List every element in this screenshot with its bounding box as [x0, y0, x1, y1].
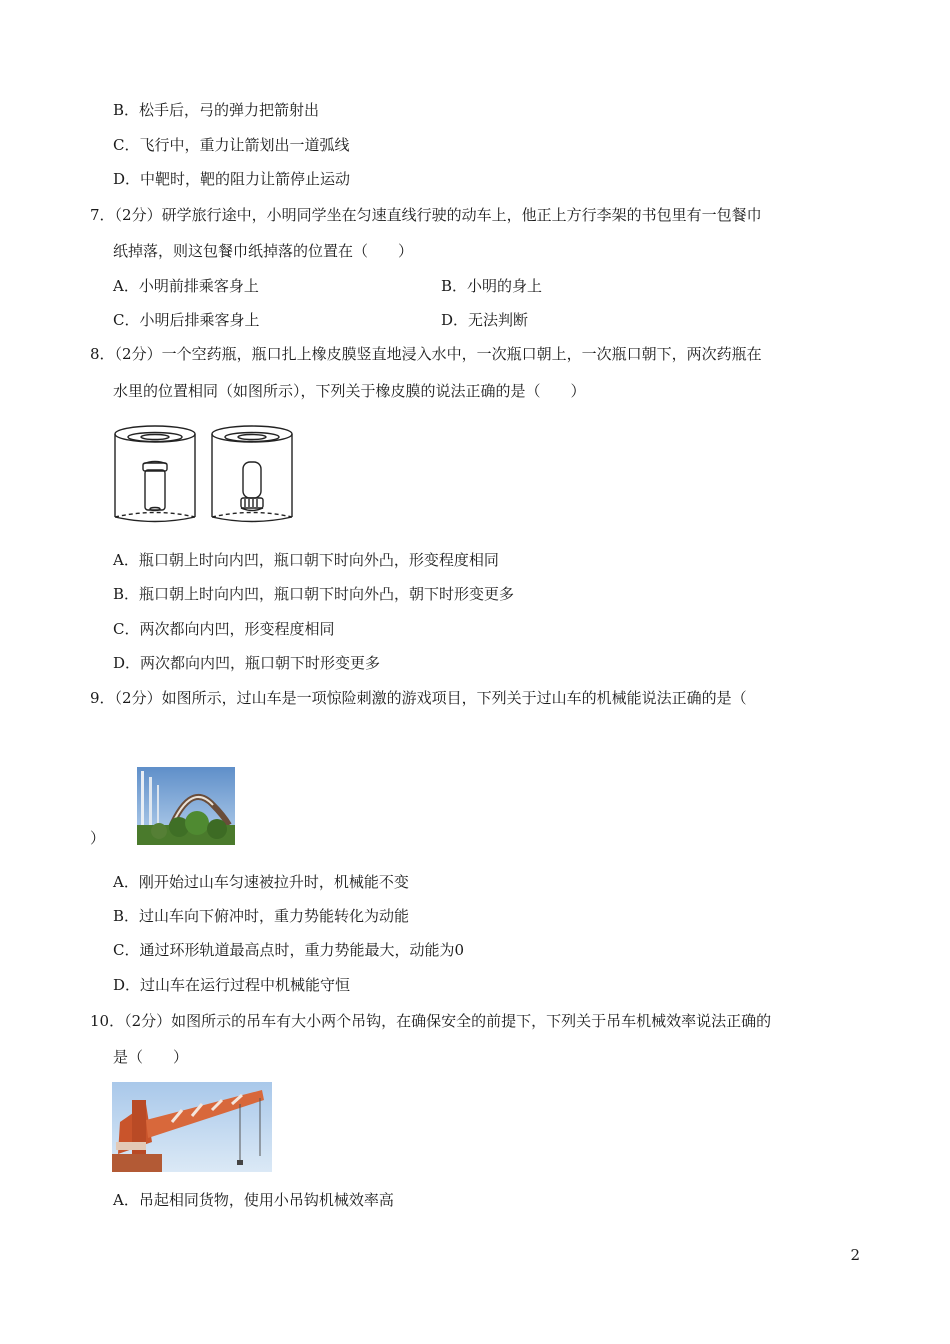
bottle-in-water-figure [112, 422, 297, 524]
q7-stem-line1: 7．（2分）研学旅行途中，小明同学坐在匀速直线行驶的动车上，他正上方行李架的书包里有一包餐巾 [90, 206, 762, 224]
q10-stem-line2: 是（ ） [113, 1048, 189, 1066]
page-number: 2 [850, 1246, 860, 1264]
q7-option-d: D．无法判断 [441, 311, 529, 329]
q8-option-d: D．两次都向内凹，瓶口朝下时形变更多 [113, 654, 381, 672]
q9-option-c: C．通过环形轨道最高点时，重力势能最大，动能为0 [113, 941, 465, 959]
q9-stem-line1: 9．（2分）如图所示，过山车是一项惊险刺激的游戏项目，下列关于过山车的机械能说法正确的是（ [90, 689, 747, 707]
q6-option-c: C．飞行中，重力让箭划出一道弧线 [113, 136, 350, 154]
q8-stem-line2: 水里的位置相同（如图所示），下列关于橡皮膜的说法正确的是（ ） [113, 382, 586, 400]
q9-option-d: D．过山车在运行过程中机械能守恒 [113, 976, 351, 994]
q10-stem-line1: 10．（2分）如图所示的吊车有大小两个吊钩，在确保安全的前提下，下列关于吊车机械效率说法正确的 [90, 1012, 772, 1030]
q8-stem-line1: 8．（2分）一个空药瓶，瓶口扎上橡皮膜竖直地浸入水中，一次瓶口朝上，一次瓶口朝下，两次药瓶在 [90, 345, 762, 363]
q9-option-b: B．过山车向下俯冲时，重力势能转化为动能 [113, 907, 410, 925]
q9-option-a: A．刚开始过山车匀速被拉升时，机械能不变 [113, 873, 409, 891]
q8-option-a: A．瓶口朝上时向内凹，瓶口朝下时向外凸，形变程度相同 [113, 551, 499, 569]
q8-option-b: B．瓶口朝上时向内凹，瓶口朝下时向外凸，朝下时形变更多 [113, 585, 515, 603]
q8-option-c: C．两次都向内凹，形变程度相同 [113, 620, 335, 638]
container-mouth-up [115, 426, 195, 522]
roller-coaster-photo [137, 767, 235, 845]
crane-photo [112, 1082, 272, 1172]
q7-stem-line2: 纸掉落，则这包餐巾纸掉落的位置在（ ） [113, 242, 414, 260]
q10-option-a: A．吊起相同货物，使用小吊钩机械效率高 [113, 1191, 394, 1209]
container-mouth-down [212, 426, 292, 522]
q7-option-b: B．小明的身上 [441, 277, 543, 295]
q6-option-b: B．松手后，弓的弹力把箭射出 [113, 101, 320, 119]
q9-stem-line2: ） [90, 829, 106, 847]
q6-option-d: D．中靶时，靶的阻力让箭停止运动 [113, 170, 351, 188]
q7-option-a: A．小明前排乘客身上 [113, 277, 259, 295]
q7-option-c: C．小明后排乘客身上 [113, 311, 260, 329]
